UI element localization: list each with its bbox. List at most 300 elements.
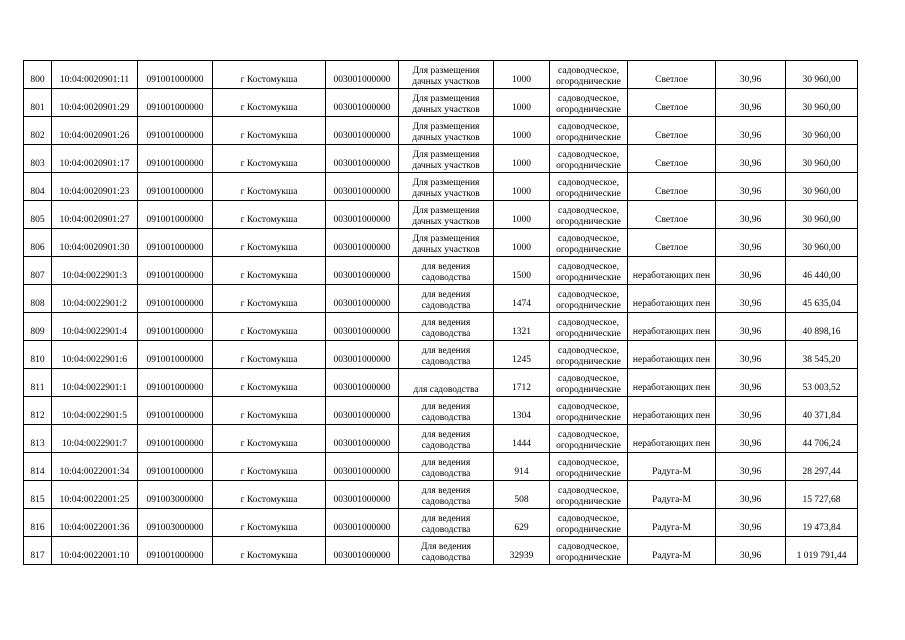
okato-code-text: 091001000000	[146, 411, 204, 421]
land-category-line: огороднические	[556, 469, 621, 479]
land-category-line: садоводческое,	[558, 346, 619, 356]
land-category-cell	[550, 257, 628, 285]
permitted-use-line: дачных участков	[412, 245, 480, 255]
cadastral-rate-text: 30,96	[739, 355, 762, 365]
row-number-text: 812	[30, 411, 45, 421]
territory-code-text: 003001000000	[333, 439, 391, 449]
row-number-text: 801	[30, 103, 45, 113]
cadastral-number-text: 10:04:0022901:6	[62, 355, 127, 365]
territory-code-text: 003001000000	[333, 467, 391, 477]
territory-code-text: 003001000000	[333, 243, 391, 253]
city-cell	[213, 145, 326, 173]
row-number-cell	[24, 173, 52, 201]
cadastral-number-cell	[52, 117, 138, 145]
city-text: г Костомукша	[240, 187, 298, 197]
land-category-line: садоводческое,	[558, 262, 619, 272]
row-number-cell	[24, 369, 52, 397]
association-name-text: неработающих пен	[632, 383, 711, 393]
permitted-use-line: дачных участков	[412, 133, 480, 143]
land-category-line: садоводческое,	[558, 66, 619, 76]
land-category-line: огороднические	[556, 413, 621, 423]
table-body	[24, 61, 858, 565]
area-cell	[494, 481, 550, 509]
cadastral-number-cell	[52, 369, 138, 397]
territory-code-text: 003001000000	[333, 75, 391, 85]
okato-code-cell	[138, 341, 213, 369]
permitted-use-line: для садоводства	[413, 385, 479, 395]
cadastral-value-text: 38 545,20	[802, 355, 841, 365]
territory-code-text: 003001000000	[333, 495, 391, 505]
cadastral-rate-cell	[716, 61, 786, 89]
association-name-text: неработающих пен	[632, 299, 711, 309]
table-row	[24, 173, 858, 201]
cadastral-rate-cell	[716, 313, 786, 341]
cadastral-rate-cell	[716, 117, 786, 145]
land-category-line: огороднические	[556, 329, 621, 339]
row-number-cell	[24, 285, 52, 313]
cadastral-rate-cell	[716, 509, 786, 537]
land-category-cell	[550, 229, 628, 257]
row-number-text: 808	[30, 299, 45, 309]
city-cell	[213, 341, 326, 369]
okato-code-cell	[138, 509, 213, 537]
permitted-use-line: садоводства	[421, 329, 471, 339]
row-number-cell	[24, 89, 52, 117]
cadastral-value-text: 40 371,84	[802, 411, 841, 421]
cadastral-number-text: 10:04:0020901:30	[59, 243, 130, 253]
land-category-line: садоводческое,	[558, 486, 619, 496]
cadastral-rate-text: 30,96	[739, 187, 762, 197]
row-number-cell	[24, 313, 52, 341]
table-row	[24, 201, 858, 229]
land-category-cell	[550, 89, 628, 117]
cadastral-value-cell	[786, 285, 858, 313]
cadastral-number-cell	[52, 89, 138, 117]
cadastral-value-cell	[786, 173, 858, 201]
land-category-cell	[550, 341, 628, 369]
okato-code-text: 091001000000	[146, 243, 204, 253]
land-category-cell	[550, 397, 628, 425]
land-category-line: садоводческое,	[558, 318, 619, 328]
table-row	[24, 453, 858, 481]
land-category-cell	[550, 425, 628, 453]
area-cell	[494, 285, 550, 313]
city-text: г Костомукша	[240, 159, 298, 169]
land-category-line: огороднические	[556, 441, 621, 451]
cadastral-number-cell	[52, 201, 138, 229]
okato-code-text: 091003000000	[146, 495, 204, 505]
land-category-line: садоводческое,	[558, 542, 619, 552]
territory-code-text: 003001000000	[333, 355, 391, 365]
territory-code-text: 003001000000	[333, 131, 391, 141]
row-number-text: 815	[30, 495, 45, 505]
cadastral-number-text: 10:04:0020901:29	[59, 103, 130, 113]
cadastral-value-text: 1 019 791,44	[796, 551, 847, 561]
permitted-use-line: дачных участков	[412, 161, 480, 171]
association-name-text: Радуга-М	[652, 551, 691, 561]
land-category-cell	[550, 173, 628, 201]
land-category-line: огороднические	[556, 385, 621, 395]
association-name-cell	[628, 173, 716, 201]
row-number-cell	[24, 537, 52, 565]
land-category-line: огороднические	[556, 245, 621, 255]
cadastral-rate-text: 30,96	[739, 383, 762, 393]
permitted-use-line: Для ведения	[420, 542, 472, 552]
permitted-use-line: для ведения	[421, 262, 471, 272]
table-row	[24, 61, 858, 89]
cadastral-rate-text: 30,96	[739, 495, 762, 505]
city-cell	[213, 313, 326, 341]
association-name-cell	[628, 89, 716, 117]
cadastral-rate-cell	[716, 257, 786, 285]
cadastral-number-text: 10:04:0022001:10	[59, 551, 130, 561]
okato-code-text: 091001000000	[146, 299, 204, 309]
land-category-line: огороднические	[556, 525, 621, 535]
city-cell	[213, 509, 326, 537]
cadastral-value-cell	[786, 145, 858, 173]
row-number-cell	[24, 257, 52, 285]
okato-code-cell	[138, 481, 213, 509]
table-row	[24, 509, 858, 537]
permitted-use-line: садоводства	[421, 273, 471, 283]
association-name-cell	[628, 313, 716, 341]
cadastral-rate-text: 30,96	[739, 243, 762, 253]
permitted-use-cell	[399, 117, 494, 145]
cadastral-value-text: 30 960,00	[802, 215, 841, 225]
cadastral-number-text: 10:04:0020901:11	[59, 75, 130, 85]
row-number-text: 813	[30, 439, 45, 449]
city-cell	[213, 201, 326, 229]
cadastral-number-cell	[52, 257, 138, 285]
cadastral-number-text: 10:04:0020901:17	[59, 159, 130, 169]
permitted-use-cell	[399, 313, 494, 341]
permitted-use-line: для ведения	[421, 290, 471, 300]
cadastral-value-text: 19 473,84	[802, 523, 841, 533]
association-name-cell	[628, 229, 716, 257]
land-category-cell	[550, 509, 628, 537]
territory-code-text: 003001000000	[333, 551, 391, 561]
cadastral-rate-cell	[716, 145, 786, 173]
cadastral-number-text: 10:04:0022001:36	[59, 523, 130, 533]
land-category-line: огороднические	[556, 301, 621, 311]
permitted-use-line: садоводства	[421, 301, 471, 311]
cadastral-number-cell	[52, 229, 138, 257]
permitted-use-line: дачных участков	[412, 77, 480, 87]
association-name-text: неработающих пен	[632, 327, 711, 337]
city-cell	[213, 173, 326, 201]
table-row	[24, 229, 858, 257]
land-category-line: огороднические	[556, 77, 621, 87]
territory-code-cell	[326, 481, 399, 509]
permitted-use-line: садоводства	[421, 525, 471, 535]
association-name-text: неработающих пен	[632, 439, 711, 449]
area-text: 1000	[512, 131, 531, 141]
cadastral-rate-text: 30,96	[739, 131, 762, 141]
table-row	[24, 257, 858, 285]
land-category-line: огороднические	[556, 553, 621, 563]
land-category-cell	[550, 201, 628, 229]
association-name-cell	[628, 257, 716, 285]
okato-code-text: 091001000000	[146, 271, 204, 281]
permitted-use-line: садоводства	[421, 441, 471, 451]
area-text: 1500	[512, 271, 531, 281]
table-row	[24, 145, 858, 173]
territory-code-cell	[326, 145, 399, 173]
permitted-use-cell	[399, 89, 494, 117]
row-number-text: 814	[30, 467, 45, 477]
table-row	[24, 117, 858, 145]
table-row	[24, 313, 858, 341]
permitted-use-cell	[399, 481, 494, 509]
area-cell	[494, 369, 550, 397]
okato-code-text: 091001000000	[146, 327, 204, 337]
area-cell	[494, 453, 550, 481]
territory-code-cell	[326, 313, 399, 341]
land-category-line: садоводческое,	[558, 206, 619, 216]
cadastral-value-cell	[786, 313, 858, 341]
city-cell	[213, 537, 326, 565]
cadastral-value-text: 45 635,04	[802, 299, 841, 309]
row-number-text: 803	[30, 159, 45, 169]
area-cell	[494, 341, 550, 369]
table-row	[24, 537, 858, 565]
city-text: г Костомукша	[240, 523, 298, 533]
cadastral-number-text: 10:04:0020901:27	[59, 215, 130, 225]
permitted-use-line: для ведения	[421, 514, 471, 524]
association-name-cell	[628, 201, 716, 229]
association-name-cell	[628, 369, 716, 397]
permitted-use-cell	[399, 285, 494, 313]
cadastral-value-cell	[786, 425, 858, 453]
area-cell	[494, 117, 550, 145]
cadastral-value-text: 30 960,00	[802, 75, 841, 85]
land-category-line: садоводческое,	[558, 122, 619, 132]
okato-code-text: 091001000000	[146, 75, 204, 85]
land-category-line: огороднические	[556, 217, 621, 227]
territory-code-cell	[326, 453, 399, 481]
table-row	[24, 397, 858, 425]
permitted-use-line: для ведения	[421, 430, 471, 440]
okato-code-cell	[138, 117, 213, 145]
cadastral-rate-cell	[716, 397, 786, 425]
association-name-text: неработающих пен	[632, 271, 711, 281]
cadastral-rate-text: 30,96	[739, 523, 762, 533]
area-cell	[494, 229, 550, 257]
okato-code-cell	[138, 397, 213, 425]
okato-code-text: 091001000000	[146, 103, 204, 113]
cadastral-number-text: 10:04:0022901:5	[62, 411, 127, 421]
land-category-line: садоводческое,	[558, 458, 619, 468]
association-name-text: Радуга-М	[652, 523, 691, 533]
land-category-cell	[550, 313, 628, 341]
permitted-use-line: для ведения	[421, 318, 471, 328]
cadastral-rate-text: 30,96	[739, 411, 762, 421]
land-category-line: садоводческое,	[558, 94, 619, 104]
permitted-use-cell	[399, 453, 494, 481]
cadastral-rate-text: 30,96	[739, 299, 762, 309]
permitted-use-cell	[399, 201, 494, 229]
area-cell	[494, 173, 550, 201]
association-name-cell	[628, 481, 716, 509]
okato-code-cell	[138, 257, 213, 285]
area-text: 914	[514, 467, 529, 477]
land-category-line: садоводческое,	[558, 430, 619, 440]
permitted-use-line: садоводства	[421, 553, 471, 563]
city-text: г Костомукша	[240, 355, 298, 365]
city-text: г Костомукша	[240, 215, 298, 225]
cadastral-value-cell	[786, 397, 858, 425]
city-cell	[213, 257, 326, 285]
area-text: 1000	[512, 103, 531, 113]
cadastral-value-text: 30 960,00	[802, 187, 841, 197]
cadastral-rate-cell	[716, 425, 786, 453]
territory-code-cell	[326, 285, 399, 313]
territory-code-text: 003001000000	[333, 523, 391, 533]
land-category-line: огороднические	[556, 161, 621, 171]
row-number-text: 807	[30, 271, 45, 281]
cadastral-value-cell	[786, 229, 858, 257]
cadastral-number-text: 10:04:0020901:26	[59, 131, 130, 141]
cadastral-number-text: 10:04:0022901:2	[62, 299, 127, 309]
okato-code-cell	[138, 89, 213, 117]
permitted-use-line: для ведения	[421, 346, 471, 356]
area-text: 1712	[512, 383, 531, 393]
territory-code-cell	[326, 425, 399, 453]
association-name-cell	[628, 397, 716, 425]
association-name-text: Светлое	[655, 131, 688, 141]
association-name-cell	[628, 453, 716, 481]
table-row	[24, 341, 858, 369]
permitted-use-cell	[399, 397, 494, 425]
cadastral-value-text: 53 003,52	[802, 383, 841, 393]
association-name-cell	[628, 117, 716, 145]
cadastral-value-text: 44 706,24	[802, 439, 841, 449]
permitted-use-line: садоводства	[421, 357, 471, 367]
land-category-line: садоводческое,	[558, 234, 619, 244]
land-category-line: садоводческое,	[558, 150, 619, 160]
okato-code-text: 091001000000	[146, 131, 204, 141]
cadastral-rate-cell	[716, 201, 786, 229]
permitted-use-line: для ведения	[421, 458, 471, 468]
okato-code-text: 091001000000	[146, 355, 204, 365]
cadastral-number-text: 10:04:0022901:7	[62, 439, 127, 449]
cadastral-rate-cell	[716, 369, 786, 397]
area-cell	[494, 425, 550, 453]
land-category-cell	[550, 61, 628, 89]
city-text: г Костомукша	[240, 411, 298, 421]
city-cell	[213, 229, 326, 257]
association-name-cell	[628, 285, 716, 313]
row-number-cell	[24, 425, 52, 453]
area-text: 1304	[512, 411, 531, 421]
permitted-use-line: Для размещения	[412, 234, 480, 244]
territory-code-cell	[326, 341, 399, 369]
land-category-cell	[550, 117, 628, 145]
row-number-cell	[24, 201, 52, 229]
cadastral-number-cell	[52, 313, 138, 341]
land-category-cell	[550, 369, 628, 397]
row-number-text: 802	[30, 131, 45, 141]
cadastral-number-cell	[52, 61, 138, 89]
association-name-cell	[628, 509, 716, 537]
city-cell	[213, 397, 326, 425]
city-text: г Костомукша	[240, 383, 298, 393]
area-cell	[494, 509, 550, 537]
association-name-cell	[628, 537, 716, 565]
territory-code-cell	[326, 173, 399, 201]
cadastral-number-text: 10:04:0020901:23	[59, 187, 130, 197]
cadastral-rate-cell	[716, 537, 786, 565]
okato-code-cell	[138, 145, 213, 173]
okato-code-text: 091001000000	[146, 187, 204, 197]
okato-code-text: 091001000000	[146, 383, 204, 393]
cadastral-value-cell	[786, 341, 858, 369]
city-cell	[213, 481, 326, 509]
cadastral-value-text: 40 898,16	[802, 327, 841, 337]
cadastral-value-cell	[786, 481, 858, 509]
cadastral-number-text: 10:04:0022901:4	[62, 327, 127, 337]
cadastral-number-cell	[52, 397, 138, 425]
cadastral-value-cell	[786, 201, 858, 229]
cadastral-number-cell	[52, 285, 138, 313]
land-category-line: огороднические	[556, 189, 621, 199]
territory-code-cell	[326, 509, 399, 537]
okato-code-text: 091001000000	[146, 551, 204, 561]
territory-code-cell	[326, 117, 399, 145]
table-row	[24, 89, 858, 117]
territory-code-text: 003001000000	[333, 103, 391, 113]
land-parcels-table-page	[23, 60, 858, 565]
city-cell	[213, 117, 326, 145]
area-text: 1000	[512, 215, 531, 225]
area-cell	[494, 89, 550, 117]
cadastral-number-text: 10:04:0022001:34	[59, 467, 130, 477]
area-cell	[494, 257, 550, 285]
cadastral-rate-cell	[716, 285, 786, 313]
permitted-use-line: дачных участков	[412, 189, 480, 199]
table-row	[24, 285, 858, 313]
area-cell	[494, 201, 550, 229]
area-text: 1245	[512, 355, 531, 365]
land-category-cell	[550, 481, 628, 509]
permitted-use-line: для ведения	[421, 402, 471, 412]
area-text: 1000	[512, 159, 531, 169]
okato-code-cell	[138, 369, 213, 397]
city-text: г Костомукша	[240, 299, 298, 309]
row-number-text: 804	[30, 187, 45, 197]
city-text: г Костомукша	[240, 327, 298, 337]
city-text: г Костомукша	[240, 271, 298, 281]
land-category-line: садоводческое,	[558, 374, 619, 384]
row-number-cell	[24, 453, 52, 481]
territory-code-text: 003001000000	[333, 215, 391, 225]
territory-code-text: 003001000000	[333, 383, 391, 393]
permitted-use-cell	[399, 229, 494, 257]
city-cell	[213, 369, 326, 397]
permitted-use-line: Для размещения	[412, 178, 480, 188]
permitted-use-cell	[399, 537, 494, 565]
cadastral-number-cell	[52, 341, 138, 369]
cadastral-rate-cell	[716, 173, 786, 201]
table-row	[24, 481, 858, 509]
association-name-text: Светлое	[655, 103, 688, 113]
area-text: 629	[514, 523, 529, 533]
land-category-line: садоводческое,	[558, 514, 619, 524]
permitted-use-line: для ведения	[421, 486, 471, 496]
association-name-text: неработающих пен	[632, 411, 711, 421]
land-category-cell	[550, 537, 628, 565]
area-text: 32939	[509, 551, 534, 561]
